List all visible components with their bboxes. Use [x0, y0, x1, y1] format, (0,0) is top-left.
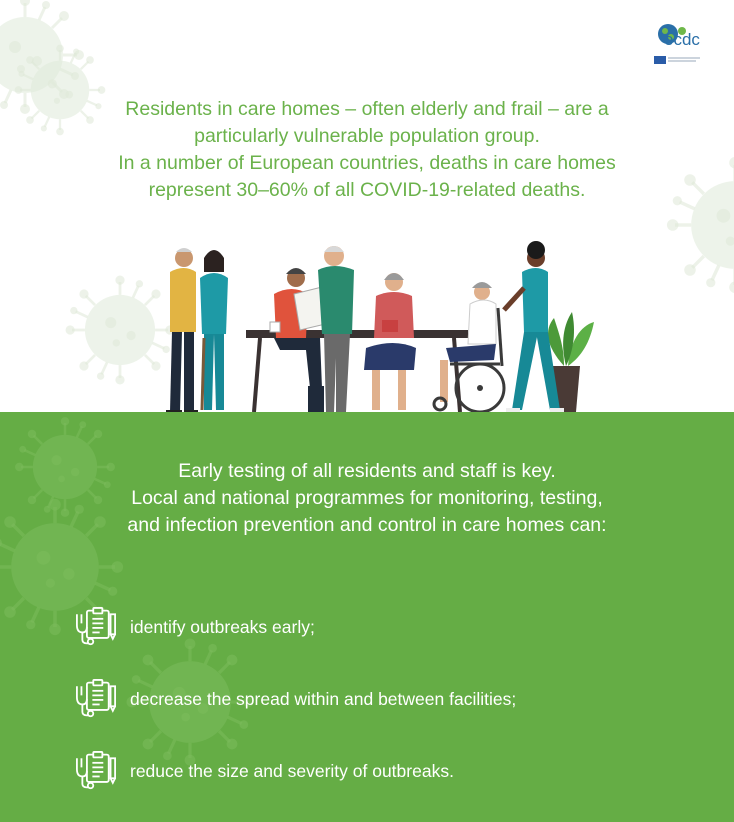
intro-line: and infection prevention and control in care homes can: [127, 514, 607, 536]
carer-woman-standing [200, 250, 228, 410]
resident-in-wheelchair [434, 282, 504, 412]
list-item-text: decrease the spread within and between facilities; [130, 688, 517, 709]
headline-line: In a number of European countries, deaths in care homes [118, 152, 616, 174]
list-item [70, 662, 516, 736]
clipboard-stethoscope-icon [70, 679, 122, 719]
bottom-section [0, 412, 734, 822]
ecdc-logo [650, 18, 710, 68]
intro-text [40, 458, 694, 539]
list-item [70, 734, 454, 808]
clipboard-stethoscope-icon [70, 751, 122, 791]
care-home-illustration [150, 238, 600, 412]
headline [40, 96, 694, 204]
clipboard-stethoscope-icon [70, 607, 122, 647]
list-item-text: reduce the size and severity of outbreaks. [130, 760, 454, 781]
list-item-text: identify outbreaks early; [130, 616, 315, 637]
intro-line: Early testing of all residents and staff is key. [178, 460, 556, 482]
headline-line: Residents in care homes – often elderly and frail – are a [125, 98, 609, 120]
list-item [70, 590, 315, 664]
ecdc-logo-text: ecdc [664, 30, 700, 49]
intro-line: Local and national programmes for monitoring, testing, [131, 487, 603, 509]
headline-line: represent 30–60% of all COVID-19-related deaths. [148, 179, 586, 201]
headline-line: particularly vulnerable population group. [194, 125, 540, 147]
elderly-man-standing [166, 248, 198, 412]
elderly-woman-knitting [364, 273, 416, 410]
